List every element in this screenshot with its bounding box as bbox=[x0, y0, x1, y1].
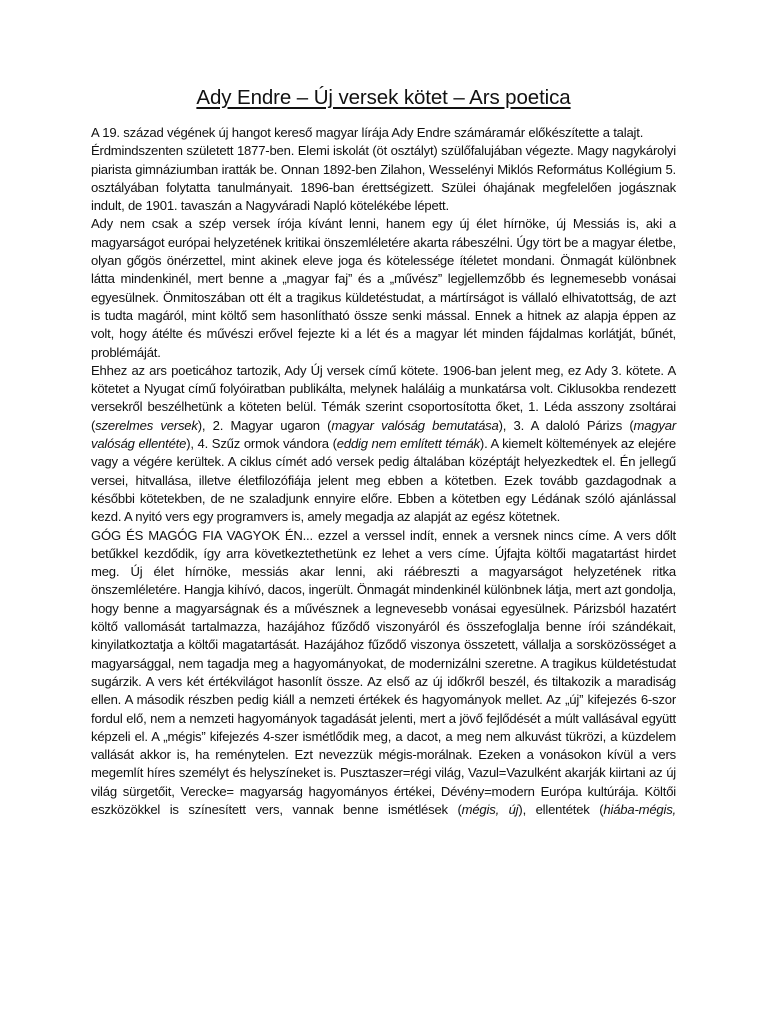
italic-text: magyar valóság bemutatása bbox=[331, 417, 499, 433]
paragraph-text: ), 4. Szűz ormok vándora ( bbox=[186, 436, 337, 452]
paragraph-text: GÓG ÉS MAGÓG FIA VAGYOK ÉN... ezzel a verssel indít, ennek a versnek nincs címe. A vers dőlt betűkkel kezdődik, így arra következtethetünk ez lehet a vers címe. Újfajta költői magatartást hirdet meg. Új élet hírnöke, messiás akar lenni, aki ráébreszti a magyarságot helyzetének ritka önszemléletére. Hangja kihívó, dacos, ingerült. Önmagát mindenkinél különbnek látja, mert azt gondolja, hogy benne a magyarságnak és a művésznek a legnevesebb vonásai egyesülnek. Párizsból hazatért költő vallomását tartalmazza, hazájához fűződő viszonyáról és összefoglalja benne írói szándékait, kinyilatkoztatja a költői magatartását. Hazájához fűződő viszonya összetett, vállalja a sorsközösséget a magyarsággal, nem tagadja meg a hagyományokat, de modernizálni szeretne. A tragikus küldetéstudat sugárzik. A vers két értékvilágot hasonlít össze. Az első az új időkről beszél, és tiltakozik a maradiság ellen. A második részben pedig kiáll a nemzeti értékek és hagyományok mellet. Az „új” kifejezés 6-szor fordul elő, nem a nemzeti hagyományok tagadását jelenti, mert a jövő fejlődését a múlt vallásával együtt képzeli el. A „mégis” kifejezés 4-szer ismétlődik meg, a dacot, a meg nem alkuvást tükrözi, a küzdelem vallását akkor is, ha reménytelen. Ezt nevezzük mégis-morálnak. Ezeken a vonásokon kívül a vers megemlít híres személyt és helyszíneket is. Pusztaszer=régi világ, Vazul=Vazulként akarják kiirtani az új világ sürgetőit, Verecke= magyarság hagyományos értékei, Dévény=modern Európa kultúrája. Költői eszközökkel is színesített vers, vannak benne ismétlések ( bbox=[91, 527, 676, 817]
italic-text: magyar valóság ellentéte bbox=[91, 417, 676, 452]
paragraph-text: ), 2. Magyar ugaron ( bbox=[197, 417, 332, 433]
paragraph-text: Érdmindszenten született 1877-ben. Elemi iskolát (öt osztályt) szülőfalujában végezte. Magy nagykárolyi piarista gimnáziumban iratták be. Onnan 1892-ben Zilahon, Wesselényi Miklós Református Kollégium 5. osztályában folytatta tanulmányait. 1896-ban érettségizett. Szülei óhajának megfelelően jogásznak indult, de 1901. tavaszán a Nagyváradi Napló kötelékébe lépett. bbox=[91, 143, 676, 214]
italic-text: hiába-mégis, bbox=[603, 801, 676, 817]
paragraph bbox=[91, 124, 676, 142]
italic-text: mégis, új bbox=[461, 801, 519, 817]
paragraph bbox=[91, 142, 676, 215]
paragraph bbox=[91, 215, 676, 361]
paragraph-text: ), 3. A daloló Párizs ( bbox=[498, 417, 634, 433]
paragraph-text: A 19. század végének új hangot kereső magyar lírája Ady Endre számáramár előkészítette a talajt. bbox=[91, 125, 644, 140]
document-title: Ady Endre – Új versek kötet – Ars poetica bbox=[196, 86, 571, 109]
paragraph-text: Ehhez az ars poeticához tartozik, Ady Új versek című kötete. 1906-ban jelent meg, ez Ady 3. kötete. A kötetet a Nyugat című folyóiratban publikálta, melynek haláláig a munkatársa volt. Ciklusokba rendezett versekről beszélhetünk a köteten belül. Témák szerint csoportosította őket, 1. Léda asszony zsoltárai ( bbox=[91, 362, 676, 433]
paragraph bbox=[91, 362, 676, 527]
paragraph-text: ). A kiemelt költemények az elejére vagy a végére kerültek. A ciklus címét adó versek pedig általában középtájt helyezkedtek el. Én jellegű versei, hitvallása, illetve életfilozófiája jelent meg ebben a kötetben. Ezek tovább gazdagodnak a későbbi kötetekben, de ne szaladjunk ennyire előre. Ebben a kötetben egy Lédának szóló ajánlással kezd. A nyitó vers egy programvers is, amely megadja az alapját az egész kötetnek. bbox=[91, 436, 677, 525]
paragraph bbox=[91, 527, 676, 820]
italic-text: szerelmes versek bbox=[95, 417, 198, 433]
paragraph-text: Ady nem csak a szép versek írója kívánt lenni, hanem egy új élet hírnöke, új Messiás is, aki a magyarságot európai helyzetének kritikai önszemléletére akarta rábeszélni. Úgy tört be a magyar életbe, olyan gőgös önérzettel, mint akinek eleve joga és kötelessége ítéletet mondani. Önmagát különbnek látta mindenkinél, mert benne a „magyar faj” és a „művész” legjellemzőbb és legnemesebb vonásai egyesülnek. Önmitoszában ott élt a tragikus küldetéstudat, a mártírságot is vállaló elhivatottság, de azt is tudta magáról, mint költő sem hasonlítható össze senki mással. Ennek a hitnek az alapja éppen az volt, hogy átélte és művészi erővel fejezte ki a lét és a magyar lét minden fájdalmas korlátját, bűnét, problémáját. bbox=[91, 216, 676, 360]
document-page bbox=[91, 86, 676, 819]
document-body bbox=[91, 124, 676, 819]
italic-text: eddig nem említett témák bbox=[336, 436, 480, 452]
paragraph-text: ), ellentétek ( bbox=[518, 801, 604, 817]
